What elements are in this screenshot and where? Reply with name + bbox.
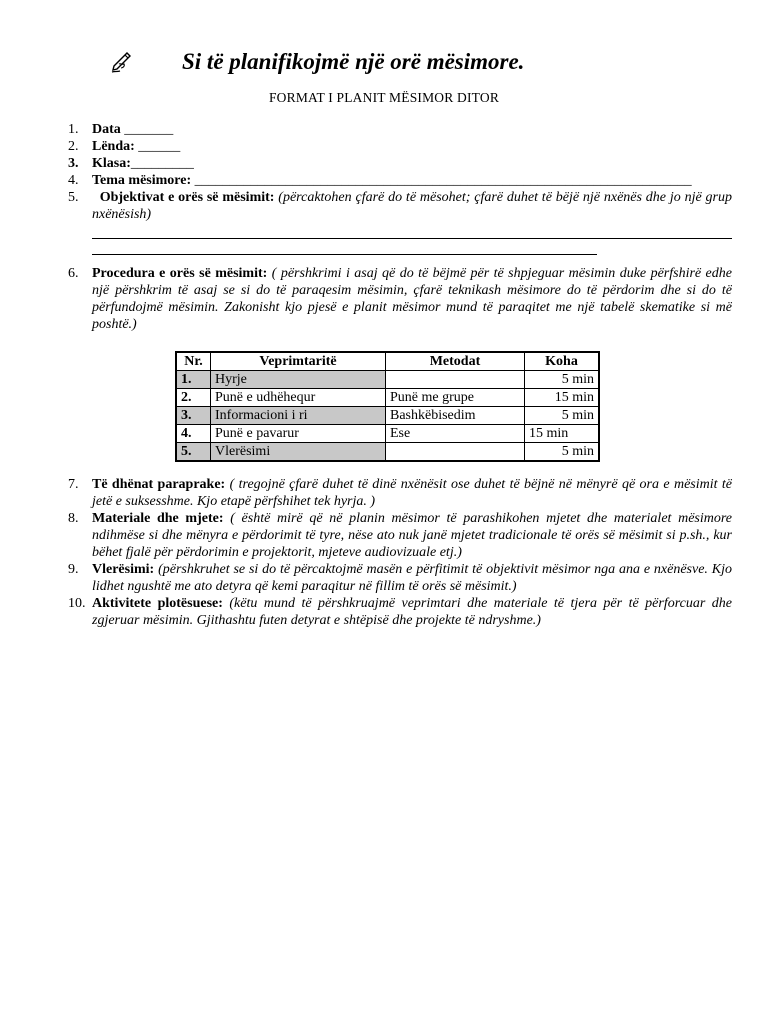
- table-row: [176, 389, 599, 407]
- table-cell: 5 min: [525, 371, 600, 389]
- blank-line: [92, 223, 732, 239]
- table-cell: Vlerësimi: [211, 443, 386, 462]
- title-row: [110, 46, 524, 78]
- table-cell: Informacioni i ri: [211, 407, 386, 425]
- table-header: Koha: [525, 352, 600, 371]
- table-cell: [386, 371, 525, 389]
- list-item-procedura: 6. Procedura e orës së mësimit: ( përshkrimi i asaj që do të bëjmë për të shpjeguar mësimin duke përfshirë edhe një përshkrim të asaj se si do të paraqesim mësimin, çfarë teknikash mësimore do të përdorim dhe si do të përfundojmë mësimin. Zakonisht kjo pjesë e planit mësimor mund të paraqitet me një tabelë skematike si më poshtë.): [68, 266, 732, 332]
- list-item-klasa: 3. Klasa:_________: [68, 156, 194, 171]
- writing-hand-icon: [110, 50, 134, 74]
- table-header: Metodat: [386, 352, 525, 371]
- table-row: [176, 425, 599, 443]
- table-cell: 5.: [176, 443, 211, 462]
- table-cell: 1.: [176, 371, 211, 389]
- table-cell: Punë me grupe: [386, 389, 525, 407]
- table-cell: 5 min: [525, 443, 600, 462]
- page-subtitle: FORMAT I PLANIT MËSIMOR DITOR: [268, 90, 500, 105]
- table-cell: Punë e udhëhequr: [211, 389, 386, 407]
- list-item-lenda: 2. Lënda: ______: [68, 139, 181, 154]
- page-title: Si të planifikojmë një orë mësimore.: [182, 49, 525, 74]
- list-item-data: 1. Data _______: [68, 122, 174, 137]
- list-item-materiale: 8. Materiale dhe mjete: ( është mirë që në planin mësimor të parashikohen mjetet dhe materialet mësimore ndihmëse si dhe mënyra e përdorimit të tyre, nëse ato nuk janë mjetet tradicionale të orës së mësimit si p.sh., kur bëhet fjalë për përdorimin e projektorit, mjeteve audiovizuale etj.): [68, 511, 733, 560]
- plan-list: [68, 121, 732, 629]
- table-cell: 15 min: [525, 389, 600, 407]
- list-item-vleresimi: 9. Vlerësimi: (përshkruhet se si do të përcaktojmë masën e përfitimit të objektivit mësimor nga ana e nxënësve. Kjo lidhet ngushtë me ato detyra që kemi paraqitur në fillim të orës së mësimit.): [68, 562, 732, 594]
- table-header-row: [176, 352, 599, 371]
- blank-line: [92, 239, 597, 255]
- table-header: Nr.: [176, 352, 211, 371]
- table-row: [176, 443, 599, 462]
- lesson-plan-table: [175, 351, 600, 462]
- table-cell: Ese: [386, 425, 525, 443]
- list-item-tema: 4. Tema mësimore: _______________________________________________________________________: [68, 173, 692, 188]
- table-cell: Punë e pavarur: [211, 425, 386, 443]
- list-item-aktivitete: 10. Aktivitete plotësuese: (këtu mund të përshkruajmë veprimtari dhe materiale të tjera për të përforcuar dhe zgjeruar mësimin. Gjithashtu futen detyrat e shtëpisë dhe projekte të ndryshme.): [68, 596, 732, 628]
- table-cell: 2.: [176, 389, 211, 407]
- table-cell: 15 min: [525, 425, 600, 443]
- table-cell: Hyrje: [211, 371, 386, 389]
- table-row: [176, 371, 599, 389]
- table-cell: 5 min: [525, 407, 600, 425]
- list-item-objektivat: 5. Objektivat e orës së mësimit: (përcaktohen çfarë do të mësohet; çfarë duhet të bëjë një nxënës dhe jo një grup nxënësish): [68, 190, 732, 222]
- table-cell: [386, 443, 525, 462]
- table-cell: 4.: [176, 425, 211, 443]
- table-row: [176, 407, 599, 425]
- table-cell: 3.: [176, 407, 211, 425]
- table-cell: Bashkëbisedim: [386, 407, 525, 425]
- list-item-te-dhenat: 7. Të dhënat paraprake: ( tregojnë çfarë duhet të dinë nxënësit ose duhet të bëjnë në mënyrë që ora e mësimit të jetë e suksesshme. Kjo etapë përfshihet tek hyrja. ): [68, 477, 733, 509]
- table-header: Veprimtaritë: [211, 352, 386, 371]
